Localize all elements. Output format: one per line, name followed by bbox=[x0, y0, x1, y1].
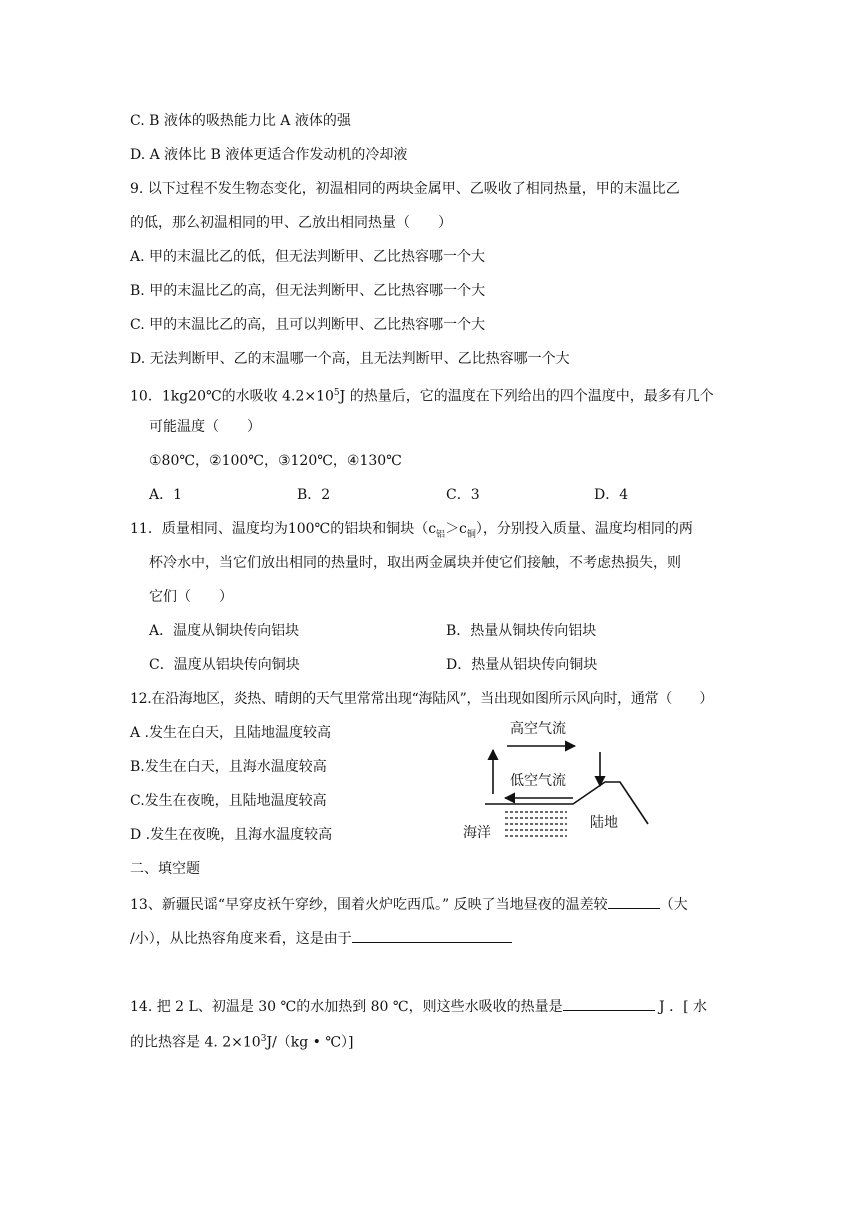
q14-stem-text-c: 的比热容是 4. 2×10 bbox=[130, 1034, 261, 1051]
q13-answer-blank-2[interactable] bbox=[352, 928, 512, 943]
q12-option-a: A .发生在白天，且陆地温度较高 bbox=[130, 725, 332, 741]
q14-stem-line-2 bbox=[130, 1030, 354, 1052]
q10-option-b: B．2 bbox=[297, 487, 331, 503]
sea-land-breeze-figure bbox=[455, 712, 655, 847]
q10-option-a: A．1 bbox=[149, 487, 183, 503]
q10-option-c: C．3 bbox=[446, 487, 480, 503]
q9-stem-line-2: 的低，那么初温相同的甲、乙放出相同热量（ ） bbox=[130, 215, 452, 231]
q14-stem-text-a: 14. 把 2 L、初温是 30 ℃的水加热到 80 ℃，则这些水吸收的热量是 bbox=[130, 999, 563, 1015]
q10-temperature-list: ①80℃，②100℃，③120℃，④130℃ bbox=[149, 453, 402, 469]
q11-option-c: C．温度从铝块传向铜块 bbox=[149, 657, 300, 673]
q14-stem-text-d: J/（kg • ℃）] bbox=[266, 1034, 354, 1051]
q12-option-d: D .发生在夜晚，且海水温度较高 bbox=[130, 827, 333, 843]
q10-stem-text-b: J 的热量后，它的温度在下列给出的四个温度中，最多有几个 bbox=[339, 388, 714, 405]
q8-option-d: D. A 液体比 B 液体更适合作发动机的冷却液 bbox=[130, 147, 408, 163]
q13-stem-text-a: 13、新疆民谣“早穿皮袄午穿纱，围着火炉吃西瓜。” 反映了当地昼夜的温差较 bbox=[130, 897, 608, 913]
q11-option-b: B．热量从铜块传向铝块 bbox=[446, 623, 597, 639]
high-altitude-flow-label: 高空气流 bbox=[510, 721, 566, 737]
q11-stem-line-1 bbox=[130, 520, 693, 544]
q13-stem-line-2 bbox=[130, 928, 512, 948]
q13-answer-blank-1[interactable] bbox=[608, 894, 660, 909]
q11-option-d: D．热量从铝块传向铜块 bbox=[446, 657, 598, 673]
q9-option-b: B. 甲的末温比乙的高，但无法判断甲、乙比热容哪一个大 bbox=[130, 283, 486, 299]
section-2-heading: 二、填空题 bbox=[130, 861, 200, 877]
q12-option-b: B.发生在白天，且海水温度较高 bbox=[130, 759, 327, 775]
q11-stem-line-3: 它们（ ） bbox=[149, 589, 233, 605]
q9-option-c: C. 甲的末温比乙的高，且可以判断甲、乙比热容哪一个大 bbox=[130, 317, 486, 333]
q10-stem-line-1 bbox=[130, 384, 714, 406]
q11-stem-text-a: 11．质量相同、温度均为100℃的铝块和铜块（c bbox=[130, 521, 437, 537]
low-altitude-flow-label: 低空气流 bbox=[510, 773, 566, 789]
q13-stem-line-1 bbox=[130, 894, 688, 914]
q10-stem-text-a: 10．1kg20℃的水吸收 4.2×10 bbox=[130, 388, 334, 405]
q10-option-d: D．4 bbox=[594, 487, 629, 503]
q14-stem-line-1 bbox=[130, 996, 707, 1016]
q10-exponent: 5 bbox=[333, 388, 340, 398]
q9-option-d: D. 无法判断甲、乙的末温哪一个高，且无法判断甲、乙比热容哪一个大 bbox=[130, 351, 570, 367]
q9-option-a: A. 甲的末温比乙的低，但无法判断甲、乙比热容哪一个大 bbox=[130, 249, 486, 265]
q12-stem: 12.在沿海地区，炎热、晴朗的天气里常常出现“海陆风”，当出现如图所示风向时，通常（ ） bbox=[130, 691, 714, 707]
land-label: 陆地 bbox=[590, 815, 618, 831]
sea-wave-marks bbox=[505, 812, 567, 836]
sea-label: 海洋 bbox=[463, 825, 491, 841]
q11-stem-text-b: ＞c bbox=[445, 521, 467, 537]
q14-answer-blank[interactable] bbox=[563, 996, 655, 1011]
q14-exponent: 3 bbox=[260, 1034, 267, 1044]
q11-option-a: A．温度从铜块传向铝块 bbox=[149, 623, 300, 639]
q11-stem-line-2: 杯冷水中，当它们放出相同的热量时，取出两金属块并使它们接触，不考虑热损失，则 bbox=[149, 555, 681, 571]
q13-stem-text-b: （大 bbox=[659, 897, 688, 913]
q12-option-c: C.发生在夜晚，且陆地温度较高 bbox=[130, 793, 327, 809]
q11-subscript-copper: 铜 bbox=[466, 529, 476, 540]
q14-stem-text-b: J ．[ 水 bbox=[654, 999, 708, 1015]
q11-stem-text-c: ），分别投入质量、温度均相同的两 bbox=[475, 521, 693, 537]
q10-stem-line-2: 可能温度（ ） bbox=[149, 419, 261, 435]
q11-subscript-aluminum: 铝 bbox=[436, 529, 446, 540]
q8-option-c: C. B 液体的吸热能力比 A 液体的强 bbox=[130, 113, 351, 129]
q13-stem-text-c: /小），从比热容角度来看，这是由于 bbox=[130, 931, 352, 947]
q9-stem-line-1: 9. 以下过程不发生物态变化，初温相同的两块金属甲、乙吸收了相同热量，甲的末温比乙 bbox=[130, 181, 680, 197]
